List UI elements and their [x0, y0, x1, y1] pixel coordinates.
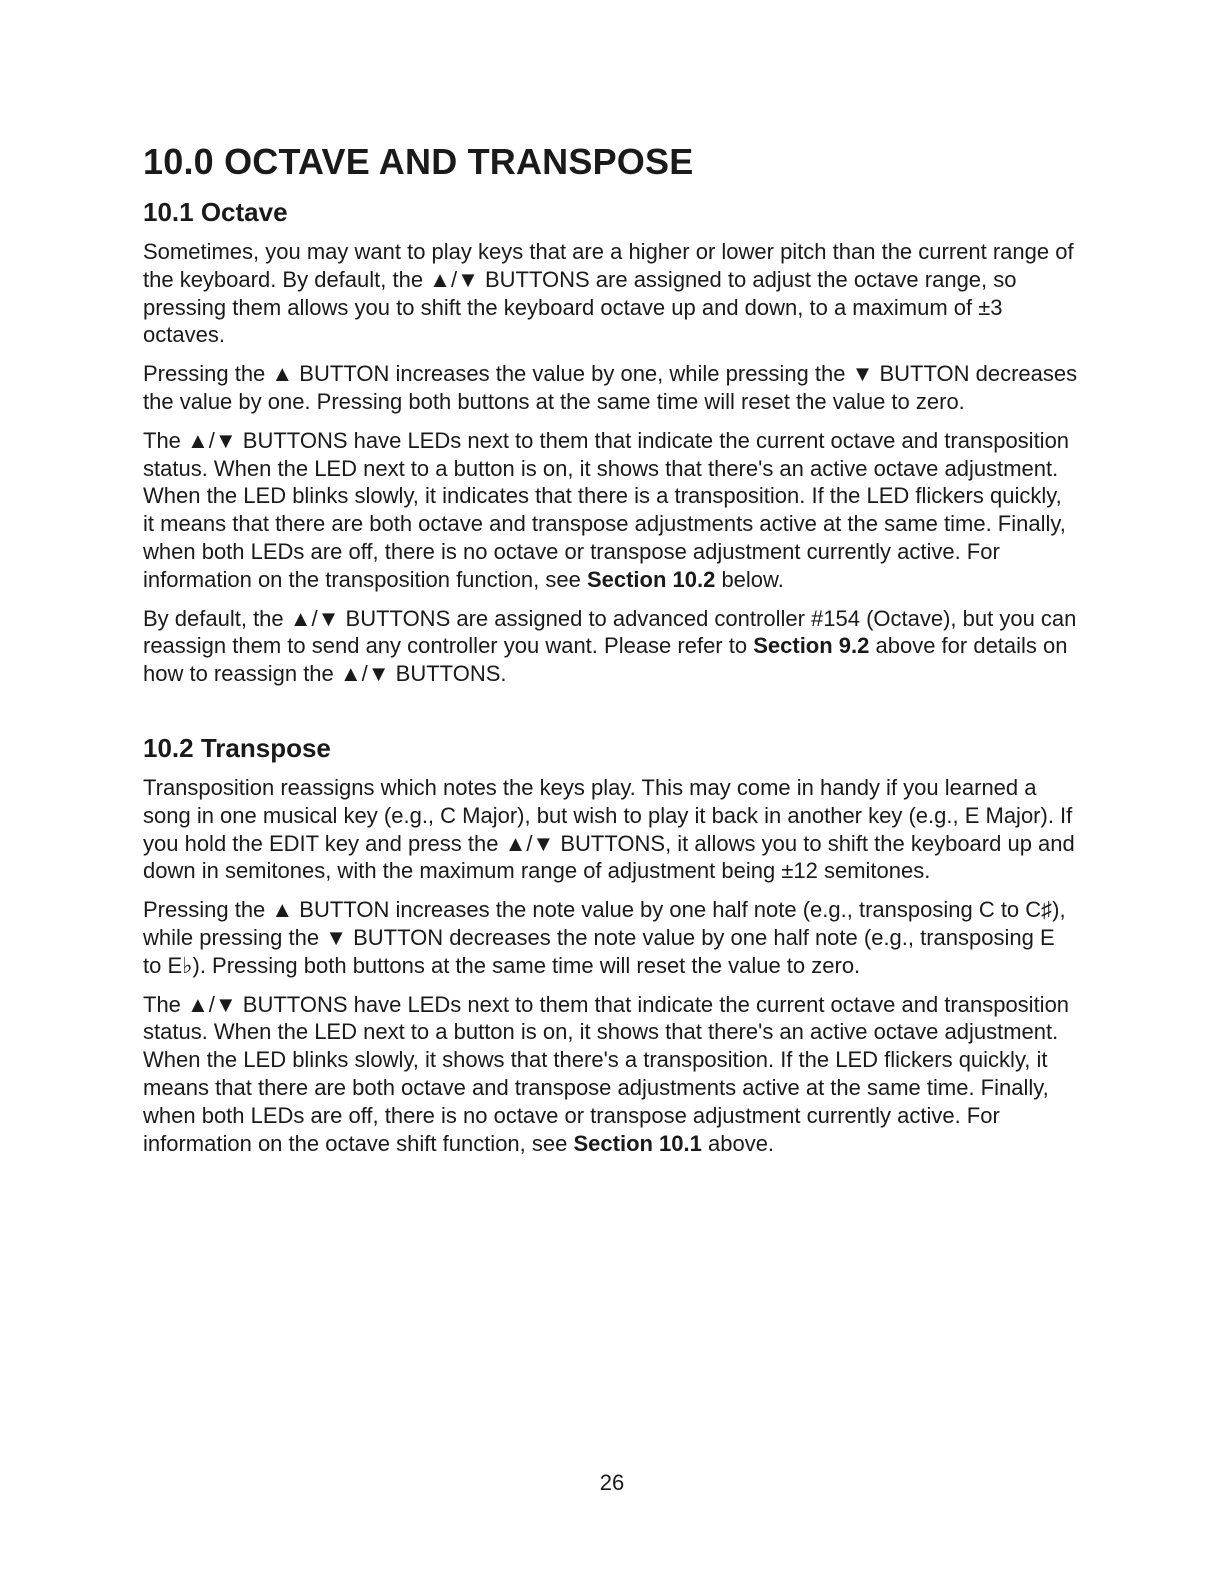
- section-heading-transpose: 10.2 Transpose: [143, 732, 331, 763]
- octave-paragraph-2: Pressing the ▲ BUTTON increases the value by one, while pressing the ▼ BUTTON decreases the value by one. Pressing both buttons at the same time will reset the value to zero.: [143, 361, 1078, 414]
- transpose-paragraph-1: Transposition reassigns which notes the keys play. This may come in handy if you learned a song in one musical key (e.g., C Major), but wish to play it back in another key (e.g., E Major). If you hold the EDIT key and press the ▲/▼ BUTTONS, it allows you to shift the keyboard up and down in semitones, with the maximum range of adjustment being ±12 semitones.: [143, 774, 1075, 884]
- section-reference: Section 10.2: [586, 566, 716, 592]
- octave-paragraph-3-tail: below.: [715, 566, 784, 592]
- section-heading-octave: 10.1 Octave: [143, 197, 288, 227]
- transpose-paragraph-2: Pressing the ▲ BUTTON increases the note value by one half note (e.g., transposing C to C♯), while pressing the ▼ BUTTON decreases the note value by one half note (e.g., transposing E to E♭). Pressing both buttons at the same time will reset the value to zero.: [143, 897, 1066, 978]
- page-number: 26: [599, 1470, 625, 1495]
- transpose-paragraph-3: [143, 991, 1078, 1158]
- document-page: [143, 140, 1078, 1168]
- octave-paragraph-3-text: The ▲/▼ BUTTONS have LEDs next to them that indicate the current octave and transposition status. When the LED next to a button is on, it shows that there's an active octave adjustment. When the LED blinks slowly, it indicates that there is a transposition. If the LED flickers quickly, it means that there are both octave and transpose adjustments active at the same time. Finally, when both LEDs are off, there is no octave or transpose adjustment currently active. For information on the transposition function, see: [143, 427, 1070, 592]
- octave-paragraph-1: Sometimes, you may want to play keys that are a higher or lower pitch than the current range of the keyboard. By default, the ▲/▼ BUTTONS are assigned to adjust the octave range, so pressing them allows you to shift the keyboard octave up and down, to a maximum of ±3 octaves.: [143, 239, 1074, 348]
- transpose-paragraph-3-tail: above.: [701, 1130, 775, 1156]
- octave-paragraph-4: [143, 605, 1078, 688]
- octave-paragraph-4-tail: above for details on how to reassign the ▲/▼ BUTTONS.: [143, 633, 1068, 687]
- section-reference: Section 9.2: [753, 633, 870, 659]
- octave-paragraph-4-text: By default, the ▲/▼ BUTTONS are assigned to advanced controller #154 (Octave), but you can reassign them to send any controller you want. Please refer to: [143, 605, 1077, 659]
- transpose-paragraph-3-text: The ▲/▼ BUTTONS have LEDs next to them that indicate the current octave and transposition status. When the LED next to a button is on, it shows that there's an active octave adjustment. When the LED blinks slowly, it shows that there's a transposition. If the LED flickers quickly, it means that there are both octave and transpose adjustments active at the same time. Finally, when both LEDs are off, there is no octave or transpose adjustment currently active. For information on the octave shift function, see: [143, 991, 1070, 1156]
- chapter-title: 10.0 OCTAVE AND TRANSPOSE: [143, 141, 694, 182]
- section-reference: Section 10.1: [573, 1130, 702, 1156]
- octave-paragraph-3: [143, 427, 1078, 594]
